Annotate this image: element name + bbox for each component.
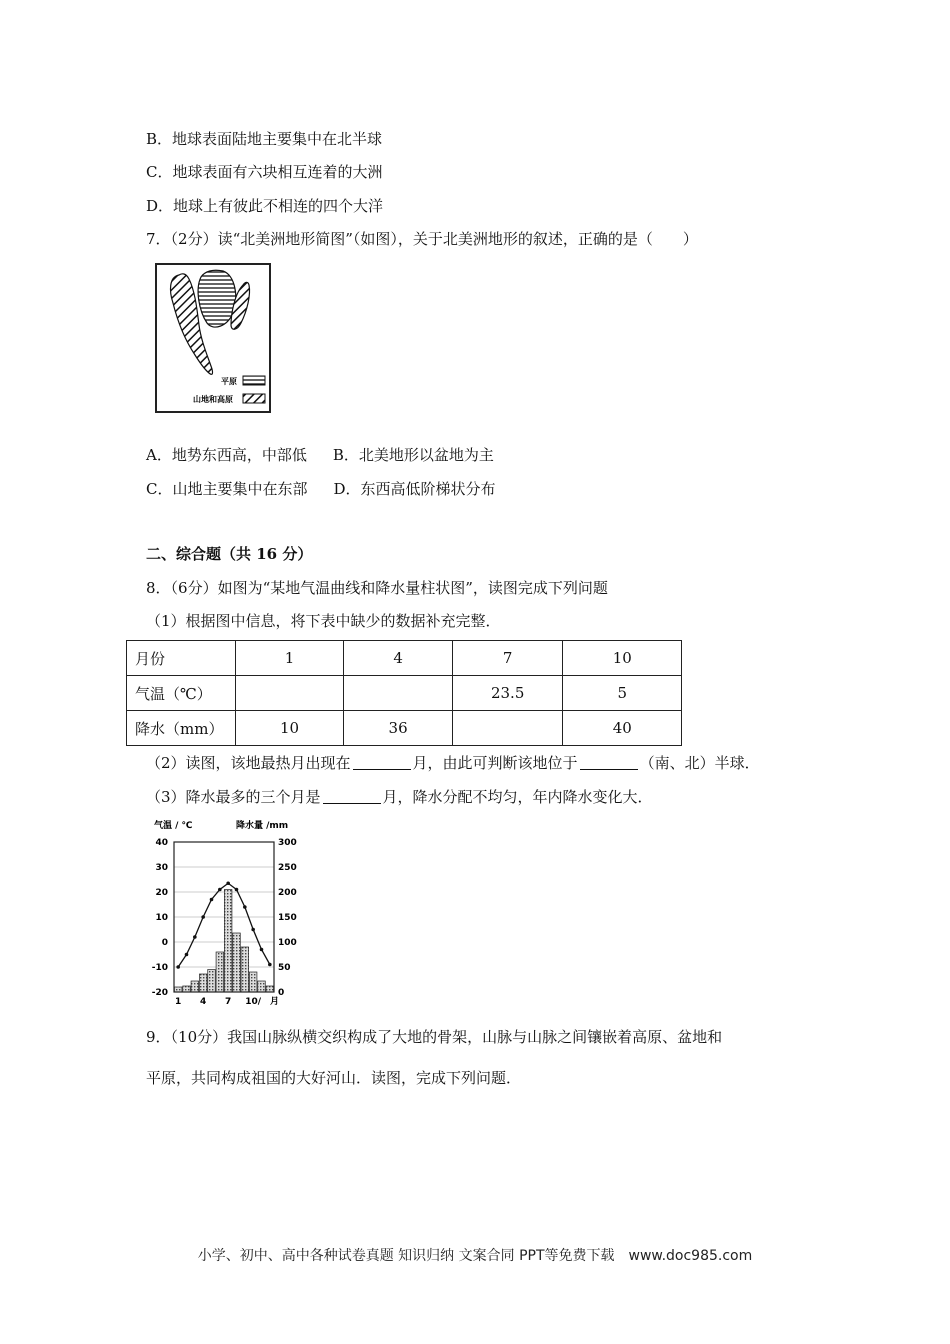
central-plain-shape (198, 270, 236, 327)
sub3-part-b: 月，降水分配不均匀，年内降水变化大． (382, 788, 653, 806)
temperature-point (268, 963, 272, 967)
precip-bar (249, 972, 257, 992)
temperature-point (176, 965, 180, 969)
temperature-line (178, 883, 270, 967)
table-cell: 36 (344, 711, 453, 746)
table-cell: 10 (563, 641, 682, 676)
question-8-stem: 8．（6分）如图为“某地气温曲线和降水量柱状图”，读图完成下列问题 (146, 579, 608, 597)
page-footer: 小学、初中、高中各种试卷真题 知识归纳 文案合同 PPT等免费下载 www.doc985.com (197, 1248, 753, 1264)
option-7c: C．山地主要集中在东部 (146, 480, 308, 498)
option-6d: D．地球上有彼此不相连的四个大洋 (146, 197, 384, 215)
climate-chart (140, 818, 300, 1010)
x-tick-label: 10/ (245, 997, 262, 1007)
answer-blank[interactable] (353, 755, 411, 770)
question-9-line1: 9．（10分）我国山脉纵横交织构成了大地的骨架，山脉与山脉之间镶嵌着高原、盆地和 (146, 1028, 723, 1046)
section-2-title: 二、综合题（共 16 分） (146, 545, 313, 563)
temp-tick-label: 30 (155, 863, 168, 873)
left-axis-label: 气温 / ℃ (154, 821, 193, 831)
answer-blank[interactable] (580, 755, 638, 770)
chart-gridlines (174, 867, 274, 967)
table-row (127, 676, 682, 711)
legend-mountain-label: 山地和高原 (193, 395, 233, 404)
x-axis-label: 月 (270, 997, 280, 1007)
table-cell: 1 (235, 641, 344, 676)
precipitation-bars (174, 890, 273, 993)
temp-tick-label: 20 (155, 888, 168, 898)
option-7d: D．东西高低阶梯状分布 (333, 480, 496, 498)
precip-bar (266, 986, 274, 992)
temp-tick-label: -20 (151, 988, 168, 998)
option-7c-7d (146, 478, 496, 499)
temperature-point (185, 953, 189, 957)
precip-tick-label: 0 (278, 988, 285, 998)
question-9-line2: 平原，共同构成祖国的大好河山．读图，完成下列问题． (146, 1069, 522, 1087)
table-cell: 40 (563, 711, 682, 746)
temp-tick-label: 40 (155, 838, 168, 848)
precip-bar (191, 981, 199, 992)
question-8-sub1: （1）根据图中信息，将下表中缺少的数据补充完整． (146, 612, 501, 630)
precip-tick-label: 200 (278, 888, 297, 898)
precip-bar (258, 981, 266, 992)
precip-tick-label: 300 (278, 838, 297, 848)
table-cell: 4 (344, 641, 453, 676)
table-cell: 23.5 (452, 676, 563, 711)
question-7-stem: 7．（2分）读“北美洲地形简图”（如图），关于北美洲地形的叙述，正确的是（ ） (146, 230, 698, 248)
temp-tick-label: 0 (161, 938, 168, 948)
temp-tick-label: 10 (155, 913, 168, 923)
table-cell: 10 (235, 711, 344, 746)
sub2-part-b: 月，由此可判断该地位于 (412, 754, 578, 772)
table-cell: 气温（℃） (127, 676, 236, 711)
temperature-point (218, 888, 222, 892)
table-cell: 7 (452, 641, 563, 676)
x-tick-label: 4 (200, 997, 207, 1007)
sub2-part-a: （2）读图，该地最热月出现在 (146, 754, 351, 772)
legend-plain-label: 平原 (221, 377, 237, 386)
x-tick-label: 1 (175, 997, 182, 1007)
temperature-point (193, 935, 197, 939)
temp-tick-label: -10 (151, 963, 168, 973)
temperature-point (260, 948, 264, 952)
sub2-part-c: （南、北）半球． (639, 754, 760, 772)
precip-bar (216, 952, 224, 992)
question-8-sub2 (146, 752, 760, 773)
table-row (127, 711, 682, 746)
table-cell: 月份 (127, 641, 236, 676)
question-8-sub3 (146, 786, 653, 807)
right-axis-label: 降水量 /mm (236, 821, 289, 831)
precip-tick-label: 250 (278, 863, 297, 873)
precip-tick-label: 100 (278, 938, 297, 948)
precip-bar (183, 986, 191, 992)
precip-bar (233, 933, 241, 992)
north-america-landform-map (155, 263, 271, 413)
temperature-point (235, 888, 239, 892)
table-cell: 降水（mm） (127, 711, 236, 746)
option-6c: C．地球表面有六块相互连着的大洲 (146, 163, 383, 181)
option-6b: B．地球表面陆地主要集中在北半球 (146, 130, 383, 148)
legend-mountain-swatch (243, 394, 265, 403)
table-row (127, 641, 682, 676)
x-tick-label: 7 (225, 997, 232, 1007)
table-cell (452, 711, 563, 746)
option-7a: A．地势东西高，中部低 (146, 446, 307, 464)
option-7a-7b (146, 444, 494, 465)
temperature-point (251, 928, 255, 932)
sub3-part-a: （3）降水最多的三个月是 (146, 788, 321, 806)
temperature-curve (176, 881, 271, 968)
precip-tick-label: 150 (278, 913, 297, 923)
precip-bar (174, 987, 182, 992)
temperature-point (201, 915, 205, 919)
precip-bar (208, 970, 216, 993)
precip-tick-label: 50 (278, 963, 291, 973)
temperature-point (226, 881, 230, 885)
answer-blank[interactable] (323, 789, 381, 804)
precip-bar (224, 890, 232, 993)
climate-data-table (126, 640, 682, 746)
table-cell (235, 676, 344, 711)
precip-bar (241, 947, 249, 992)
option-7b: B．北美地形以盆地为主 (332, 446, 494, 464)
table-cell (344, 676, 453, 711)
precip-bar (199, 974, 207, 992)
temperature-point (243, 905, 247, 909)
temperature-point (210, 898, 214, 902)
legend-plain-swatch (243, 376, 265, 385)
table-cell: 5 (563, 676, 682, 711)
